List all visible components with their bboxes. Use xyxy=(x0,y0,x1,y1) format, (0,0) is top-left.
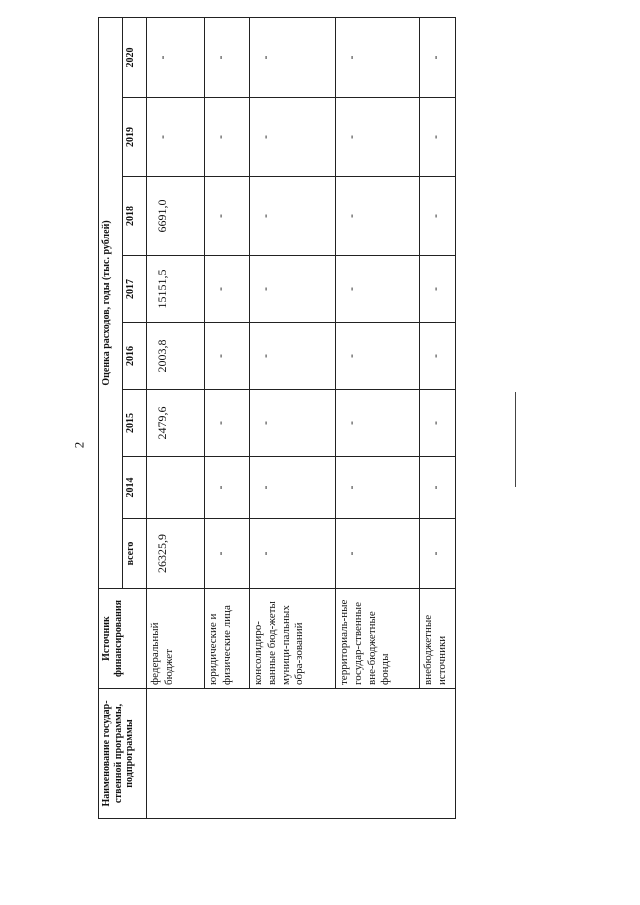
value-cell: - xyxy=(205,17,250,97)
program-name-cell xyxy=(147,689,456,819)
value-cell: - xyxy=(420,457,456,519)
value-cell: - xyxy=(250,323,336,390)
source-cell: внебюджетные источники xyxy=(420,589,456,689)
value-cell: - xyxy=(336,177,420,256)
table-row xyxy=(147,17,205,818)
value-cell: - xyxy=(420,323,456,390)
header-financing-source: Источник финансирования xyxy=(99,589,147,689)
value-cell: - xyxy=(420,256,456,323)
header-year: 2015 xyxy=(123,390,147,457)
header-year: 2020 xyxy=(123,17,147,97)
value-cell: - xyxy=(420,98,456,177)
header-total: всего xyxy=(123,519,147,589)
value-cell: - xyxy=(205,98,250,177)
source-cell: федеральный бюджет xyxy=(147,589,205,689)
value-cell xyxy=(147,457,205,519)
value-cell: - xyxy=(250,98,336,177)
value-cell: - xyxy=(420,519,456,589)
source-cell: консолидиро-ванные бюд-жеты муници-пальных обра-зований xyxy=(250,589,336,689)
value-cell: 26325,9 xyxy=(147,519,205,589)
page-rule-divider xyxy=(515,392,516,487)
value-cell: - xyxy=(336,17,420,97)
header-year: 2019 xyxy=(123,98,147,177)
value-cell: - xyxy=(420,177,456,256)
value-cell: - xyxy=(250,17,336,97)
value-cell: 2479,6 xyxy=(147,390,205,457)
page-number-text: 2 xyxy=(71,441,87,449)
header-row xyxy=(99,17,123,818)
value-cell: - xyxy=(336,256,420,323)
value-cell: - xyxy=(205,457,250,519)
value-cell: 6691,0 xyxy=(147,177,205,256)
value-cell: - xyxy=(336,390,420,457)
value-cell: - xyxy=(205,390,250,457)
value-cell: - xyxy=(147,17,205,97)
source-cell: территориаль-ные государ-ственные вне-бюджетные фонды xyxy=(336,589,420,689)
value-cell: 15151,5 xyxy=(147,256,205,323)
page-number xyxy=(71,437,87,453)
value-cell: - xyxy=(420,390,456,457)
value-cell: - xyxy=(250,256,336,323)
value-cell: - xyxy=(336,457,420,519)
value-cell: - xyxy=(205,177,250,256)
value-cell: - xyxy=(250,519,336,589)
header-year: 2014 xyxy=(123,457,147,519)
value-cell: - xyxy=(205,519,250,589)
value-cell: - xyxy=(250,390,336,457)
header-expense-estimate: Оценка расходов, годы (тыс. рублей) xyxy=(99,17,123,588)
value-cell: 2003,8 xyxy=(147,323,205,390)
financing-table xyxy=(98,17,456,819)
header-year: 2018 xyxy=(123,177,147,256)
header-year: 2016 xyxy=(123,323,147,390)
value-cell: - xyxy=(336,323,420,390)
value-cell: - xyxy=(205,256,250,323)
value-cell: - xyxy=(336,519,420,589)
table-wrapper xyxy=(98,18,456,819)
value-cell: - xyxy=(147,98,205,177)
value-cell: - xyxy=(250,177,336,256)
value-cell: - xyxy=(205,323,250,390)
value-cell: - xyxy=(336,98,420,177)
value-cell: - xyxy=(420,17,456,97)
value-cell: - xyxy=(250,457,336,519)
header-year: 2017 xyxy=(123,256,147,323)
header-program-name: Наименование государ-ственной программы, подпрограммы xyxy=(99,689,147,819)
source-cell: юридические и физические лица xyxy=(205,589,250,689)
